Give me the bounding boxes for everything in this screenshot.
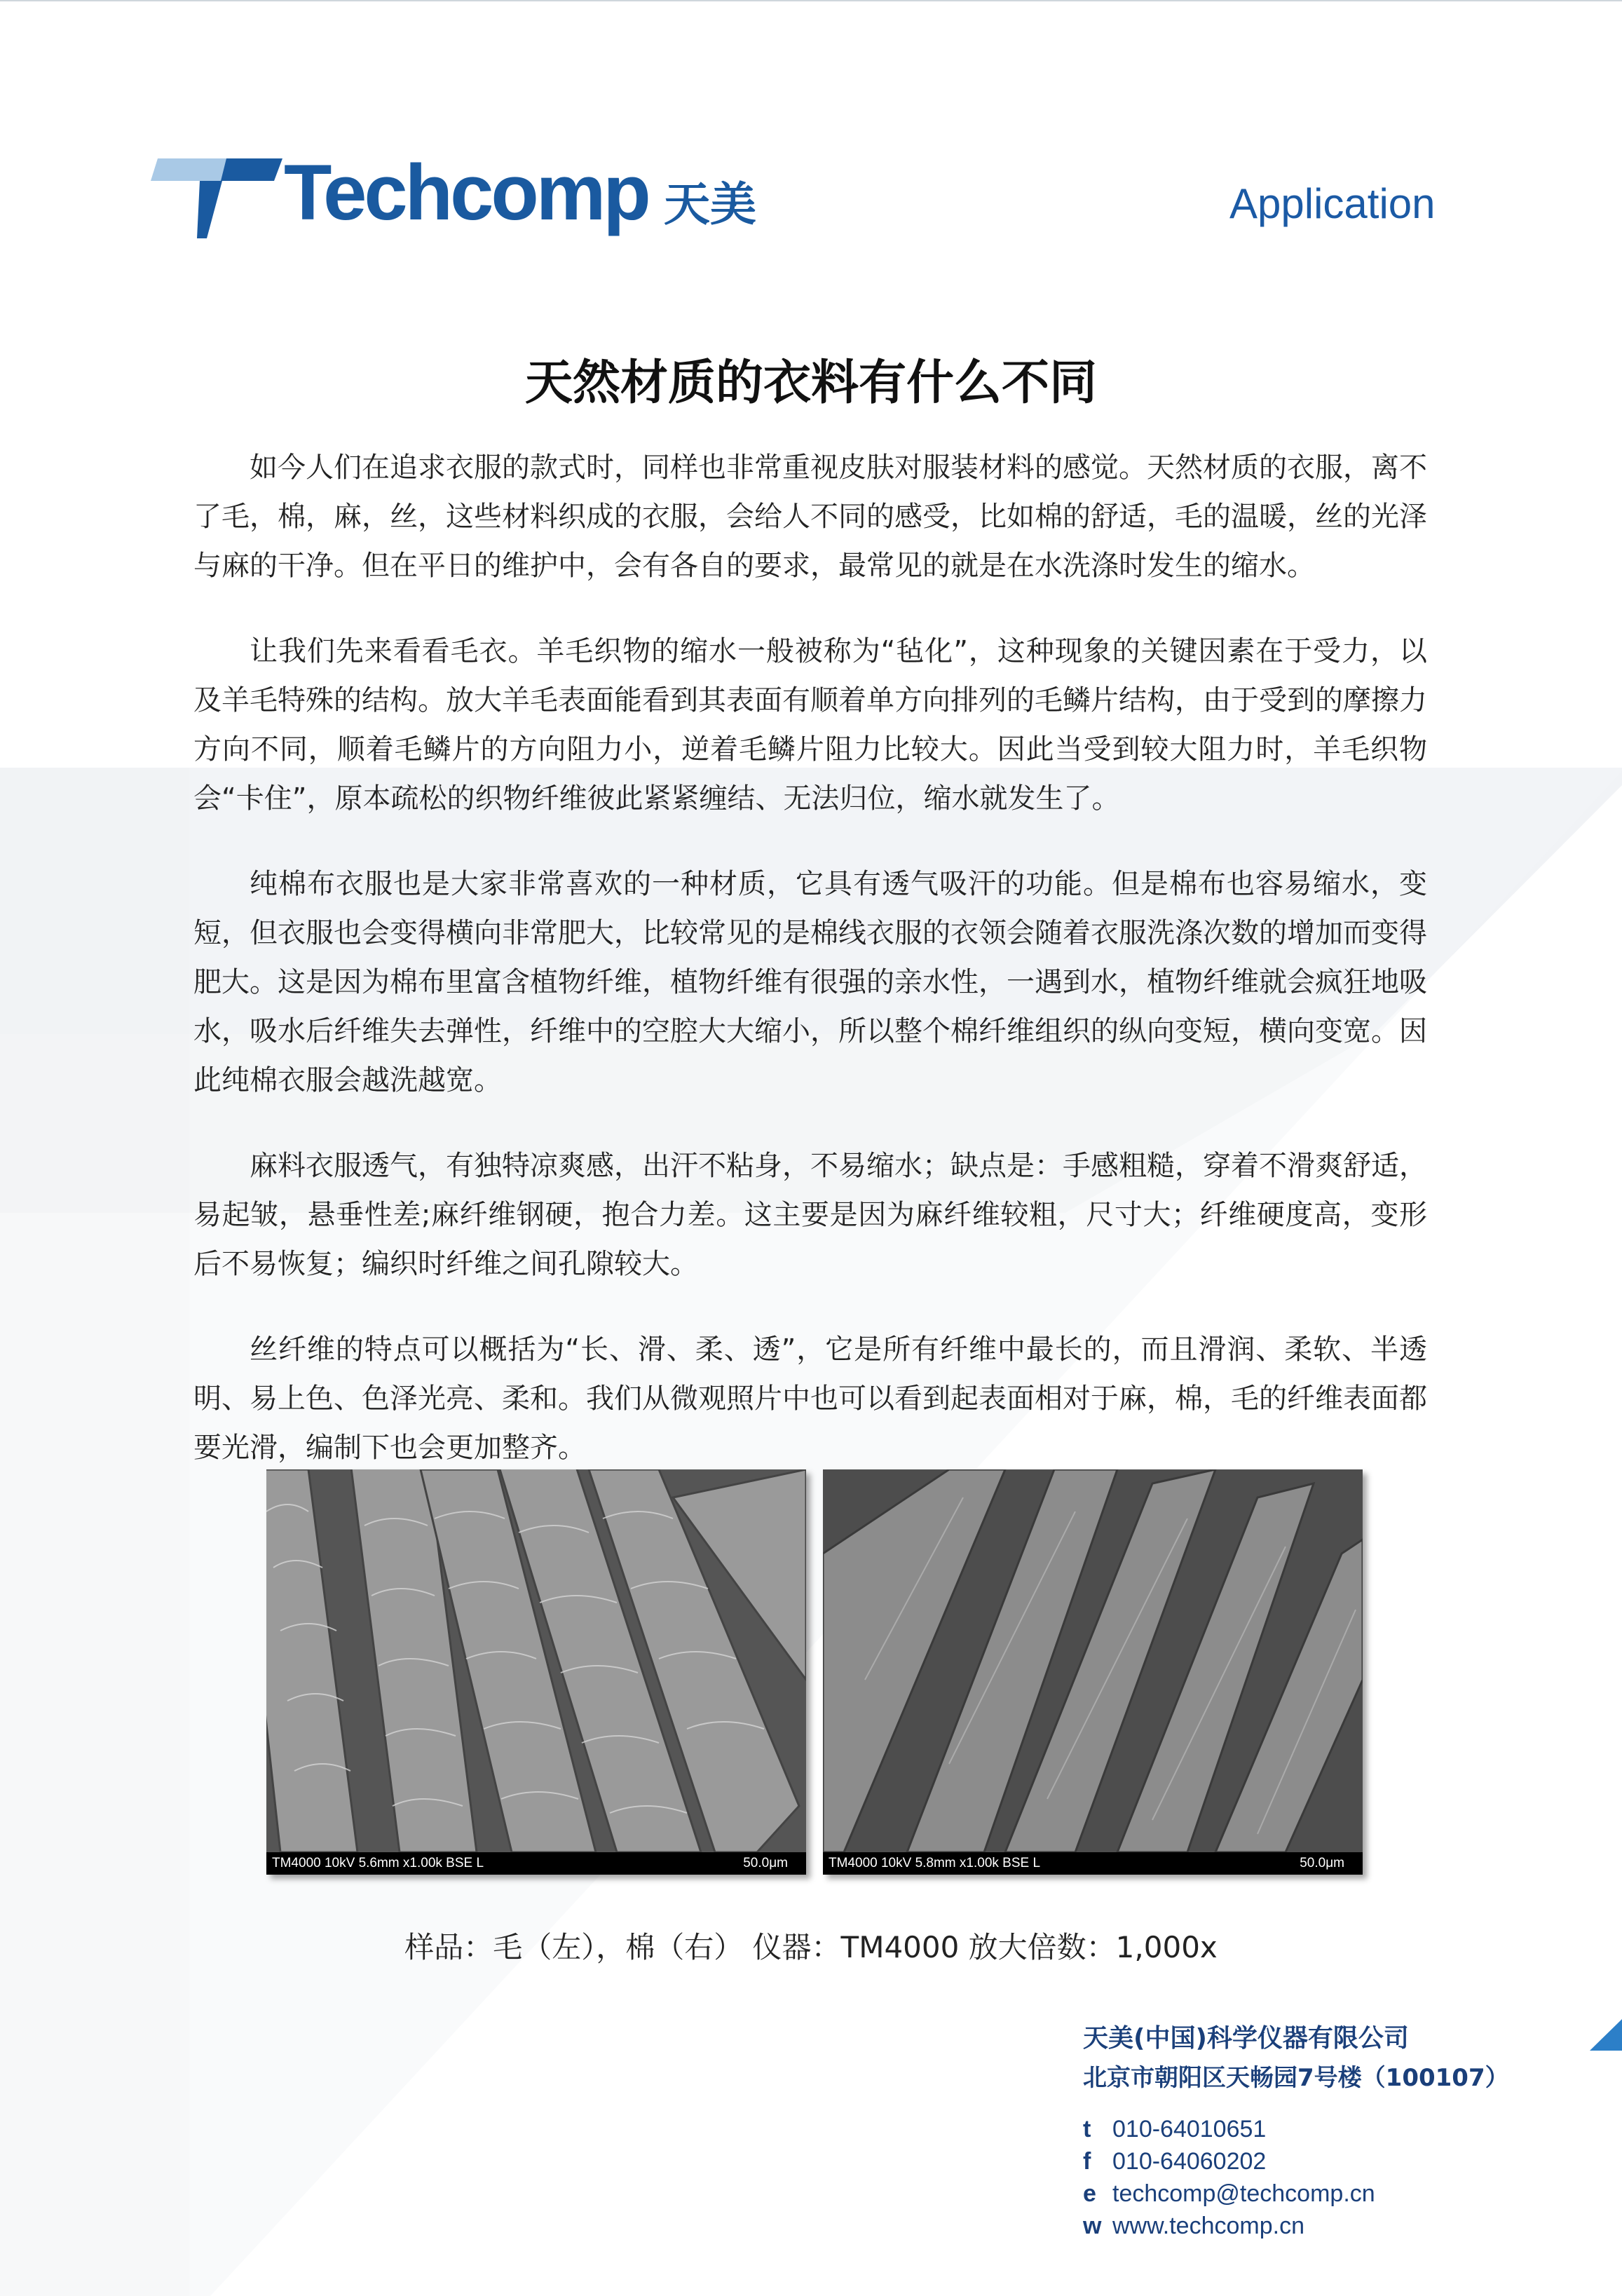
sem-info-text: TM4000 10kV 5.8mm x1.00k BSE L <box>829 1856 1041 1870</box>
wool-fiber-image <box>266 1469 806 1852</box>
contact-key: f <box>1083 2148 1091 2175</box>
paragraph: 丝纤维的特点可以概括为“长、滑、柔、透”，它是所有纤维中最长的，而且滑润、柔软、半透明、易上色、色泽光亮、柔和。我们从微观照片中也可以看到起表面相对于麻，棉，毛的纤维表面都要光滑，编制下也会更加整齐。 <box>193 1333 1427 1464</box>
contact-key: e <box>1083 2180 1096 2207</box>
company-name: 天美(中国)科学仪器有限公司 <box>1083 2024 1409 2053</box>
sem-scale-text: 50.0μm <box>1300 1856 1344 1870</box>
page-title: 天然材质的衣料有什么不同 <box>524 355 1097 411</box>
brand-name-cn: 天美 <box>664 177 756 231</box>
company-info <box>1083 2019 1509 2242</box>
contact-website <box>1083 2210 1509 2242</box>
contact-value[interactable]: www.techcomp.cn <box>1112 2213 1304 2239</box>
paragraph: 让我们先来看看毛衣。羊毛织物的缩水一般被称为“毡化”，这种现象的关键因素在于受力，以及羊毛特殊的结构。放大羊毛表面能看到其表面有顺着单方向排列的毛鳞片结构，由于受到的摩擦力方向不同，顺着毛鳞片的方向阻力小，逆着毛鳞片阻力比较大。因此当受到较大阻力时，羊毛织物会“卡住”，原本疏松的织物纤维彼此紧紧缠结、无法归位，缩水就发生了。 <box>193 635 1427 815</box>
contact-key: w <box>1083 2213 1102 2239</box>
cotton-fiber-image <box>823 1469 1363 1852</box>
top-rule <box>0 0 1622 1</box>
image-caption: 样品：毛（左），棉（右） 仪器：TM4000 放大倍数：1,000x <box>404 1930 1218 1964</box>
paragraph: 麻料衣服透气，有独特凉爽感，出汗不粘身，不易缩水；缺点是：手感粗糙，穿着不滑爽舒适，易起皱，悬垂性差;麻纤维钢硬，抱合力差。这主要是因为麻纤维较粗，尺寸大；纤维硬度高，变形后不易恢复；编织时纤维之间孔隙较大。 <box>193 1150 1427 1280</box>
brand-name-en: Techcomp <box>284 149 648 236</box>
techcomp-logo <box>151 149 782 244</box>
sem-info-bar <box>823 1852 1363 1875</box>
section-label: Application <box>1229 180 1436 227</box>
contact-value: 010-64010651 <box>1112 2116 1267 2142</box>
sem-image-cotton <box>823 1469 1363 1875</box>
paragraph: 如今人们在追求衣服的款式时，同样也非常重视皮肤对服装材料的感觉。天然材质的衣服，离不了毛，棉，麻，丝，这些材料织成的衣服，会给人不同的感受，比如棉的舒适，毛的温暖，丝的光泽与麻的干净。但在平日的维护中，会有各自的要求，最常见的就是在水洗涤时发生的缩水。 <box>193 451 1427 582</box>
company-address: 北京市朝阳区天畅园7号楼（100107） <box>1083 2064 1509 2092</box>
contact-phone <box>1083 2113 1509 2145</box>
techcomp-logo-mark-icon <box>151 153 284 244</box>
sem-info-bar <box>266 1852 806 1875</box>
sem-info-text: TM4000 10kV 5.6mm x1.00k BSE L <box>272 1856 484 1870</box>
contact-value: 010-64060202 <box>1112 2148 1267 2175</box>
sem-image-wool <box>266 1469 806 1875</box>
sem-scale-text: 50.0μm <box>743 1856 788 1870</box>
contact-key: t <box>1083 2116 1091 2142</box>
contact-value[interactable]: techcomp@techcomp.cn <box>1112 2180 1375 2207</box>
contact-fax <box>1083 2145 1509 2178</box>
article-body <box>193 443 1427 1472</box>
contact-email <box>1083 2178 1509 2210</box>
paragraph: 纯棉布衣服也是大家非常喜欢的一种材质，它具有透气吸汗的功能。但是棉布也容易缩水，变短，但衣服也会变得横向非常肥大，比较常见的是棉线衣服的衣领会随着衣服洗涤次数的增加而变得肥大。这是因为棉布里富含植物纤维，植物纤维有很强的亲水性，一遇到水，植物纤维就会疯狂地吸水，吸水后纤维失去弹性，纤维中的空腔大大缩小，所以整个棉纤维组织的纵向变短，横向变宽。因此纯棉衣服会越洗越宽。 <box>193 868 1427 1096</box>
